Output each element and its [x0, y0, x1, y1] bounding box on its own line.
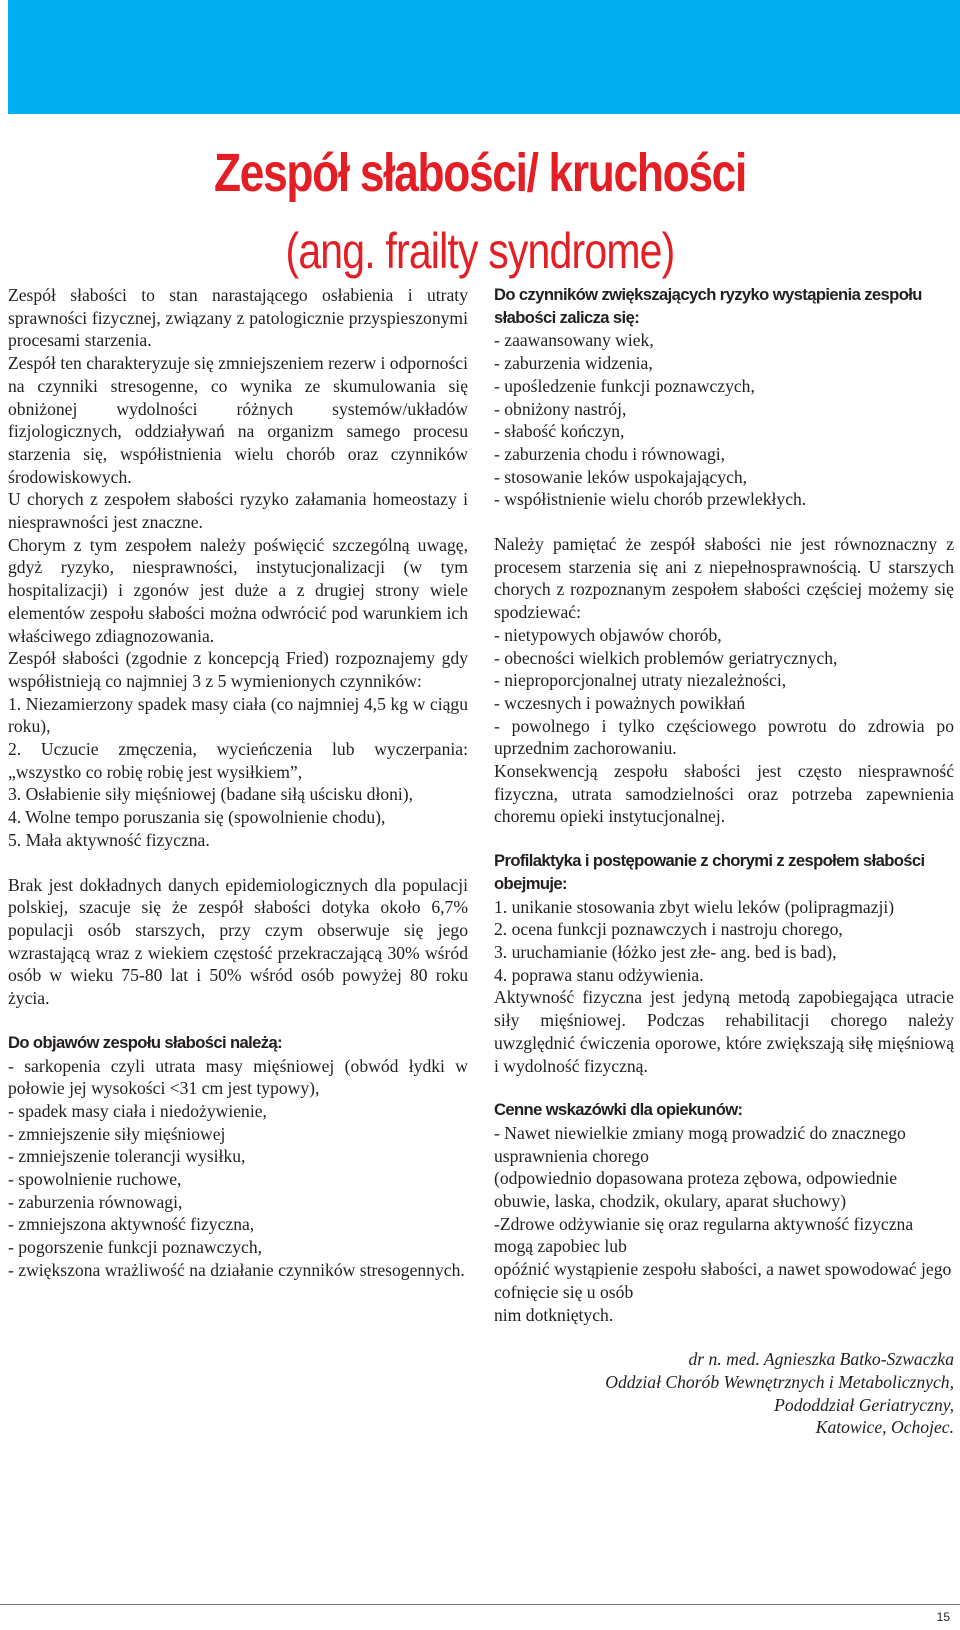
- right-column: [494, 284, 954, 1439]
- physical-activity-paragraph: Aktywność fizyczna jest jedyną metodą zapobiegająca utracie siły mięśniowej. Podczas rehabilitacji chorego należy uwzględnić ćwiczenia oporowe, które zwiększają siłę mięśniową i wydolność fizyczną.: [494, 987, 954, 1076]
- list-item: - pogorszenie funkcji poznawczych,: [8, 1237, 263, 1258]
- risk-factors-heading: Do czynników zwiększających ryzyko wystąpienia zespołu słabości zalicza się:: [494, 285, 922, 327]
- fried-criteria-list: [8, 693, 468, 852]
- author-name: dr n. med. Agnieszka Batko-Szwaczka: [688, 1349, 954, 1370]
- author-department: Oddział Chorób Wewnętrznych i Metabolicznych,: [605, 1371, 954, 1392]
- list-item: - obniżony nastrój,: [494, 398, 627, 419]
- list-item: - stosowanie leków uspokajających,: [494, 466, 748, 487]
- list-item: - zaawansowany wiek,: [494, 330, 654, 351]
- caregiver-tips-text: - Nawet niewielkie zmiany mogą prowadzić do znacznego usprawnienia chorego (odpowiednio dopasowana proteza zębowa, odpowiednie obuwie, laska, chodzik, okulary, aparat słuchowy) -Zdrowe odżywianie się oraz regularna aktywność fizyczna mogą zapobiec lub opóźnić wystąpienie zespołu słabości, a nawet spowodować jego cofnięcie się u osób nim dotkniętych.: [494, 1122, 952, 1325]
- list-item: - zaburzenia chodu i równowagi,: [494, 443, 726, 464]
- left-column: [8, 284, 468, 1282]
- list-item: 3. Osłabienie siły mięśniowej (badane siłą uścisku dłoni),: [8, 784, 414, 805]
- footer-divider: [0, 1604, 960, 1605]
- list-item: 4. poprawa stanu odżywienia.: [494, 964, 704, 985]
- characteristics-paragraph: Zespół ten charakteryzuje się zmniejszeniem rezerw i odporności na czynniki stresogenne, co wynika ze skumulowania się obniżonej wydolności różnych systemów/układów fizjologicznych, oddziaływań na organizm samego procesu starzenia się, współistnienia wielu chorób oraz czynników środowiskowych.: [8, 353, 468, 487]
- list-item: - zmniejszenie tolerancji wysiłku,: [8, 1146, 246, 1167]
- list-item: 1. Niezamierzony spadek masy ciała (co najmniej 4,5 kg w ciągu roku),: [8, 693, 468, 737]
- epidemiology-paragraph: Brak jest dokładnych danych epidemiologicznych dla populacji polskiej, szacuje się że zespół słabości dotyka około 6,7% populacji osób starszych, przy czym obserwuje się jego wzrastającą wraz z wiekiem częstość przekraczającą 30% wśród osób w wieku 75-80 lat i 50% wśród osób powyżej 80 roku życia.: [8, 874, 468, 1009]
- expectations-paragraph: Należy pamiętać że zespół słabości nie jest równoznaczny z procesem starzenia się ani z niepełnosprawnością. U starszych chorych z rozpoznanym zespołem słabości częściej możemy się spodziewać:: [494, 534, 954, 623]
- list-item: - nietypowych objawów chorób,: [494, 624, 722, 645]
- list-item: 1. unikanie stosowania zbyt wielu leków (polipragmazji): [494, 896, 895, 917]
- symptoms-heading: Do objawów zespołu słabości należą:: [8, 1032, 283, 1052]
- page-number: 15: [936, 1610, 950, 1624]
- risk-paragraph: U chorych z zespołem słabości ryzyko załamania homeostazy i niesprawności jest znaczne.: [8, 489, 468, 533]
- list-item: - spowolnienie ruchowe,: [8, 1169, 182, 1190]
- list-item: - powolnego i tylko częściowego powrotu do zdrowia po uprzednim zachorowaniu.: [494, 715, 954, 759]
- fried-intro-paragraph: Zespół słabości (zgodnie z koncepcją Fried) rozpoznajemy gdy współistnieją co najmniej 3 z 5 wymienionych czynników:: [8, 648, 468, 691]
- author-location: Katowice, Ochojec.: [815, 1417, 954, 1438]
- list-item: - słabość kończyn,: [494, 421, 625, 442]
- attention-paragraph: Chorym z tym zespołem należy poświęcić szczególną uwagę, gdyż ryzyko, niesprawności, instytucjonalizacji (w tym hospitalizacji) i zgonów jest duże a z drugiej strony wiele elementów zespołu słabości można odwrócić pod warunkiem ich właściwego zdiagnozowania.: [8, 534, 468, 646]
- top-color-band: [8, 0, 960, 114]
- list-item: - zwiększona wrażliwość na działanie czynników stresogennych.: [8, 1259, 465, 1280]
- list-item: - zaburzenia równowagi,: [8, 1191, 183, 1212]
- list-item: 3. uruchamianie (łóżko jest złe- ang. bed is bad),: [494, 941, 837, 962]
- expectations-list: [494, 624, 954, 760]
- list-item: - wczesnych i poważnych powikłań: [494, 692, 746, 713]
- list-item: - zaburzenia widzenia,: [494, 353, 653, 374]
- list-item: 2. ocena funkcji poznawczych i nastroju chorego,: [494, 919, 843, 940]
- list-item: - współistnienie wielu chorób przewlekłych.: [494, 489, 807, 510]
- list-item: 5. Mała aktywność fizyczna.: [8, 829, 210, 850]
- list-item: - upośledzenie funkcji poznawczych,: [494, 375, 755, 396]
- author-subdepartment: Pododdział Geriatryczny,: [774, 1394, 954, 1415]
- symptoms-list: [8, 1055, 468, 1282]
- caregiver-tips-heading: Cenne wskazówki dla opiekunów:: [494, 1100, 743, 1120]
- signature-block: [494, 1348, 954, 1439]
- list-item: - sarkopenia czyli utrata masy mięśniowej (obwód łydki w połowie jej wysokości <31 cm jest typowy),: [8, 1055, 468, 1099]
- intro-paragraph: Zespół słabości to stan narastającego osłabienia i utraty sprawności fizycznej, związany z patologicznie przyspieszonymi procesami starzenia.: [8, 285, 468, 351]
- list-item: - obecności wielkich problemów geriatrycznych,: [494, 647, 838, 668]
- list-item: 4. Wolne tempo poruszania się (spowolnienie chodu),: [8, 807, 386, 828]
- list-item: - nieproporcjonalnej utraty niezależności,: [494, 670, 787, 691]
- page-title: Zespół słabości/ kruchości: [214, 143, 746, 203]
- list-item: - zmniejszona aktywność fizyczna,: [8, 1214, 255, 1235]
- list-item: - spadek masy ciała i niedożywienie,: [8, 1100, 267, 1121]
- list-item: - zmniejszenie siły mięśniowej: [8, 1123, 226, 1144]
- page-subtitle: (ang. frailty syndrome): [285, 223, 675, 279]
- risk-factors-list: [494, 329, 954, 511]
- consequences-paragraph: Konsekwencją zespołu słabości jest często niesprawność fizyczna, utrata samodzielności oraz potrzeba zapewnienia choremu opieki instytucjonalnej.: [494, 761, 954, 827]
- prophylaxis-heading: Profilaktyka i postępowanie z chorymi z zespołem słabości obejmuje:: [494, 851, 925, 893]
- prophylaxis-list: [494, 896, 954, 987]
- list-item: 2. Uczucie zmęczenia, wycieńczenia lub wyczerpania: „wszystko co robię robię jest wysiłkiem”,: [8, 739, 468, 782]
